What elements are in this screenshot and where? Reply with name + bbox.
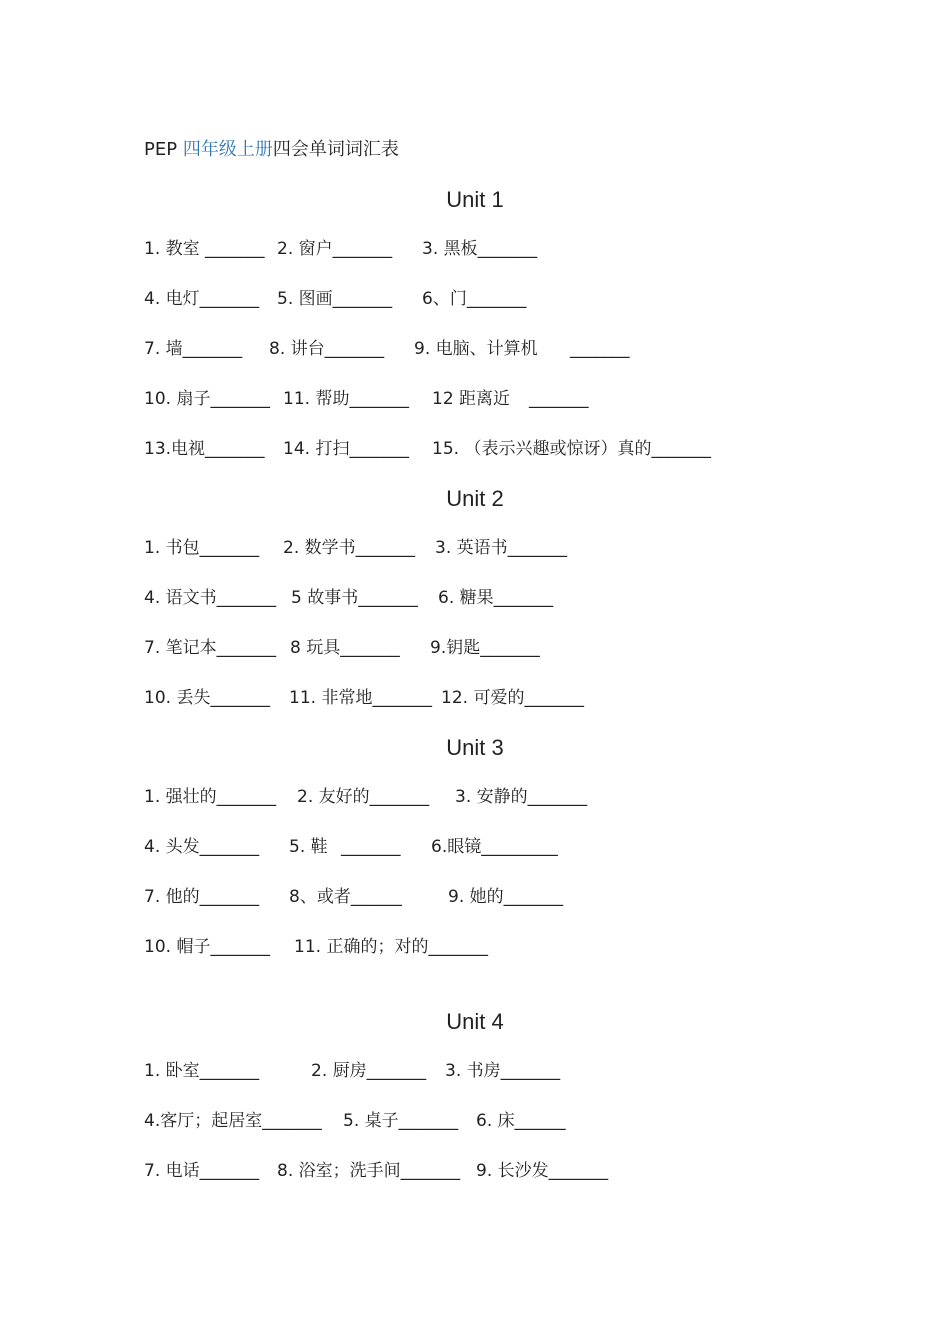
vocab-item: 8. 讲台_______ <box>269 339 385 359</box>
vocab-item: 2. 窗户_______ <box>277 239 393 259</box>
vocab-item: 6. 床______ <box>476 1111 566 1131</box>
vocab-item: 3. 英语书_______ <box>435 538 568 558</box>
vocab-item: 7. 他的_______ <box>144 887 260 907</box>
unit-heading: Unit 1 <box>446 187 504 212</box>
vocab-item: 2. 数学书_______ <box>283 538 416 558</box>
vocab-item: 1. 卧室_______ <box>144 1061 260 1081</box>
vocab-row <box>144 337 864 363</box>
vocab-item: 9. 长沙发_______ <box>476 1161 609 1181</box>
vocab-item: 1. 书包_______ <box>144 538 260 558</box>
vocab-item: 5. 桌子_______ <box>343 1111 459 1131</box>
vocab-item: 5. 图画_______ <box>277 289 393 309</box>
vocab-item: 6. 糖果_______ <box>438 588 554 608</box>
vocab-item: _______ <box>570 339 630 359</box>
vocab-item: 15. （表示兴趣或惊讶）真的_______ <box>432 439 711 459</box>
vocab-item: 4. 语文书_______ <box>144 588 277 608</box>
vocab-item: 3. 黑板_______ <box>422 239 538 259</box>
vocab-item: 8. 浴室；洗手间_______ <box>277 1161 461 1181</box>
unit-heading: Unit 3 <box>446 735 504 760</box>
vocab-item: 9.钥匙_______ <box>430 638 540 658</box>
vocab-item: 3. 书房_______ <box>445 1061 561 1081</box>
vocab-row <box>144 835 864 861</box>
vocab-row <box>144 636 864 662</box>
vocab-item: 6.眼镜_________ <box>431 837 558 857</box>
vocab-row <box>144 1159 864 1185</box>
vocab-item: 2. 友好的_______ <box>297 787 430 807</box>
vocab-item: 10. 丢失_______ <box>144 688 270 708</box>
vocab-item: 5. 鞋 <box>289 837 328 857</box>
vocab-row <box>144 785 864 811</box>
vocab-item: 4. 头发_______ <box>144 837 260 857</box>
vocab-row <box>144 586 864 612</box>
vocab-item: 12. 可爱的_______ <box>441 688 584 708</box>
vocab-item: 7. 电话_______ <box>144 1161 260 1181</box>
vocab-item: 7. 墙_______ <box>144 339 243 359</box>
unit-heading: Unit 2 <box>446 486 504 511</box>
title-prefix: PEP <box>144 139 178 160</box>
vocab-item: 8、或者______ <box>289 887 402 907</box>
vocab-item: 8 玩具_______ <box>290 638 400 658</box>
vocab-row <box>144 935 864 961</box>
vocab-item: 10. 帽子_______ <box>144 937 270 957</box>
vocab-item: 1. 强壮的_______ <box>144 787 277 807</box>
vocab-row <box>144 536 864 562</box>
title-grade-link[interactable]: 四年级上册 <box>182 139 273 160</box>
vocab-item: 10. 扇子_______ <box>144 389 270 409</box>
unit-heading: Unit 4 <box>446 1009 504 1034</box>
document-title <box>144 138 399 162</box>
vocab-item: 11. 正确的；对的_______ <box>294 937 488 957</box>
vocab-row <box>144 287 864 313</box>
vocab-item: 4. 电灯_______ <box>144 289 260 309</box>
vocab-item: _______ <box>341 837 401 857</box>
vocab-item: 12 距离近 <box>432 389 511 409</box>
vocab-row <box>144 1059 864 1085</box>
vocab-item: 9. 电脑、计算机 <box>414 339 538 359</box>
vocab-item: 9. 她的_______ <box>448 887 564 907</box>
vocab-item: 5 故事书_______ <box>291 588 418 608</box>
vocab-item: 13.电视_______ <box>144 439 265 459</box>
vocab-item: 7. 笔记本_______ <box>144 638 277 658</box>
vocab-row <box>144 437 864 463</box>
vocab-row <box>144 387 864 413</box>
vocab-item: 11. 帮助_______ <box>283 389 409 409</box>
vocab-item: 11. 非常地_______ <box>289 688 432 708</box>
vocab-item: 14. 打扫_______ <box>283 439 409 459</box>
title-suffix: 四会单词词汇表 <box>272 139 399 160</box>
vocab-item: 3. 安静的_______ <box>455 787 588 807</box>
vocab-item: 4.客厅；起居室_______ <box>144 1111 322 1131</box>
vocab-item: _______ <box>529 389 589 409</box>
vocab-row <box>144 885 864 911</box>
vocab-item: 1. 教室 _______ <box>144 239 265 259</box>
vocab-item: 2. 厨房_______ <box>311 1061 427 1081</box>
vocab-item: 6、门_______ <box>422 289 527 309</box>
vocab-row <box>144 237 864 263</box>
vocab-row <box>144 1109 864 1135</box>
vocab-row <box>144 686 864 712</box>
